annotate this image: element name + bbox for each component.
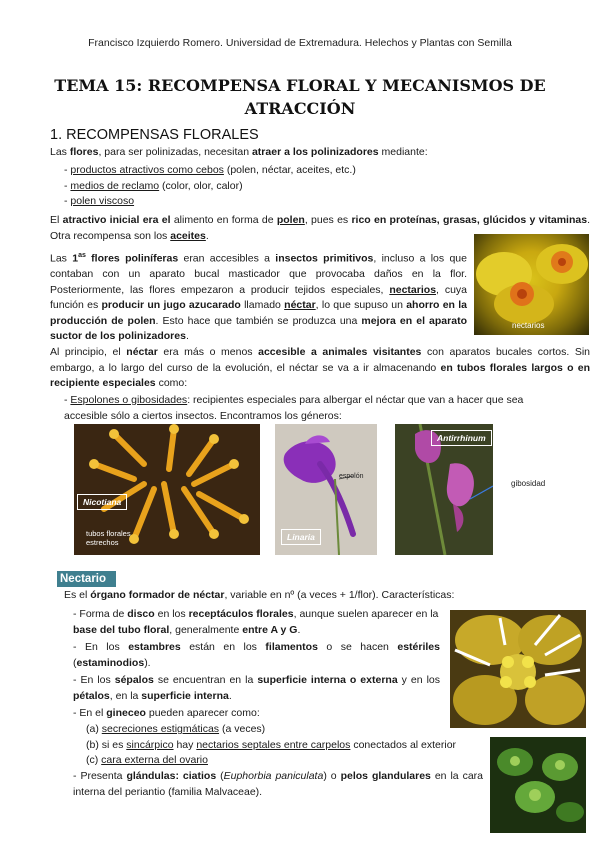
page-title: [40, 74, 560, 120]
nectary-stamens-item: - En los estambres están en los filamentos o se hacen estériles (estaminodios).: [73, 641, 440, 669]
gynoecium-sublist: [86, 722, 486, 769]
gibbosity-label: gibosidad: [511, 479, 546, 488]
list-item: - polen viscoso: [64, 195, 135, 207]
euphorbia-photo-art: [490, 737, 586, 833]
linaria-label: Linaria: [281, 529, 321, 545]
section-heading: 1. RECOMPENSAS FLORALES: [50, 127, 259, 143]
nectary-disc-photo-art: [450, 610, 586, 728]
tubes-label: tubos florales estrechos: [86, 529, 131, 547]
linaria-photo: [275, 424, 377, 555]
attraction-list: [64, 163, 544, 210]
nectary-badge: Nectario: [57, 571, 116, 587]
nectary-intro: Es el órgano formador de néctar, variable en nº (a veces + 1/flor). Características:: [64, 589, 455, 601]
nectary-sepals-item: - En los sépalos se encuentran en la superficie interna o externa y en los pétalos, en la superficie interna.: [73, 674, 440, 702]
list-item: (c) cara externa del ovario: [86, 754, 208, 766]
list-item: - productos atractivos como cebos (polen, néctar, aceites, etc.): [64, 164, 356, 176]
spurs-item: - Espolones o gibosidades: recipientes especiales para albergar el néctar que van a hacer que sea accesible sólo a ciertos insectos. Encontramos los géneros:: [64, 394, 524, 422]
list-item: (b) si es sincárpico hay nectarios septales entre carpelos conectados al exterior: [86, 738, 457, 751]
nectaries-photo: [474, 234, 589, 335]
nicotiana-photo: [74, 424, 260, 555]
nectary-disc-item: - Forma de disco en los receptáculos florales, aunque suelen aparecer en la base del tubo floral, generalmente entre A y G.: [73, 608, 439, 636]
nectary-glands-item: - Presenta glándulas: ciatios (Euphorbia paniculata) o pelos glandulares en la cara interna del periantio (familia Malvaceae).: [73, 770, 484, 798]
spur-label: espolón: [339, 473, 364, 480]
nicotiana-label: Nicotiana: [77, 494, 127, 510]
evolution-paragraph: Al principio, el néctar era más o menos accesible a animales visitantes con aparatos bucales cortos. Sin embargo, a lo largo del curso de la evolución, el néctar se va a ir almacenando en tubos florales largos o en recipiente especiales como:: [50, 346, 591, 389]
nectaries-label: nectarios: [512, 321, 545, 330]
antirrhinum-photo: [395, 424, 493, 555]
list-item: - medios de reclamo (color, olor, calor): [64, 179, 243, 192]
intro-paragraph: Las flores, para ser polinizadas, necesitan atraer a los polinizadores mediante:: [50, 146, 428, 158]
pollen-paragraph: El atractivo inicial era el alimento en forma de polen, pues es rico en proteínas, grasas, glúcidos y vitaminas. Otra recompensa son los aceites.: [50, 214, 590, 242]
list-item: (a) secreciones estigmáticas (a veces): [86, 723, 266, 735]
title-line-2: ATRACCIÓN: [244, 99, 356, 118]
nectaries-photo-art: [474, 234, 589, 335]
euphorbia-photo: [490, 737, 586, 833]
nectary-gynoecium-item: - En el gineceo pueden aparecer como:: [73, 707, 260, 719]
antirrhinum-label: Antirrhinum: [431, 430, 492, 446]
page-header: Francisco Izquierdo Romero. Universidad de Extremadura. Helechos y Plantas con Semilla: [88, 37, 512, 49]
nectaries-paragraph: Las $1^{as}$ flores poliníferas eran accesibles a insectos primitivos, incluso a los que contaban con un aparato bucal masticador que provocaba daños en la flor. Posteriormente, las flores empezaron a producir tejidos especiales, nectarios, cuya función es producir un jugo azucarado llamado néctar, lo que supuso un ahorro en la producción de polen. Esto hace que también se produzca una mejora en el aparato suctor de los polinizadores.: [50, 252, 467, 342]
nectary-disc-photo: [450, 610, 586, 728]
title-line-1: TEMA 15: RECOMPENSA FLORAL Y MECANISMOS DE: [54, 76, 546, 95]
